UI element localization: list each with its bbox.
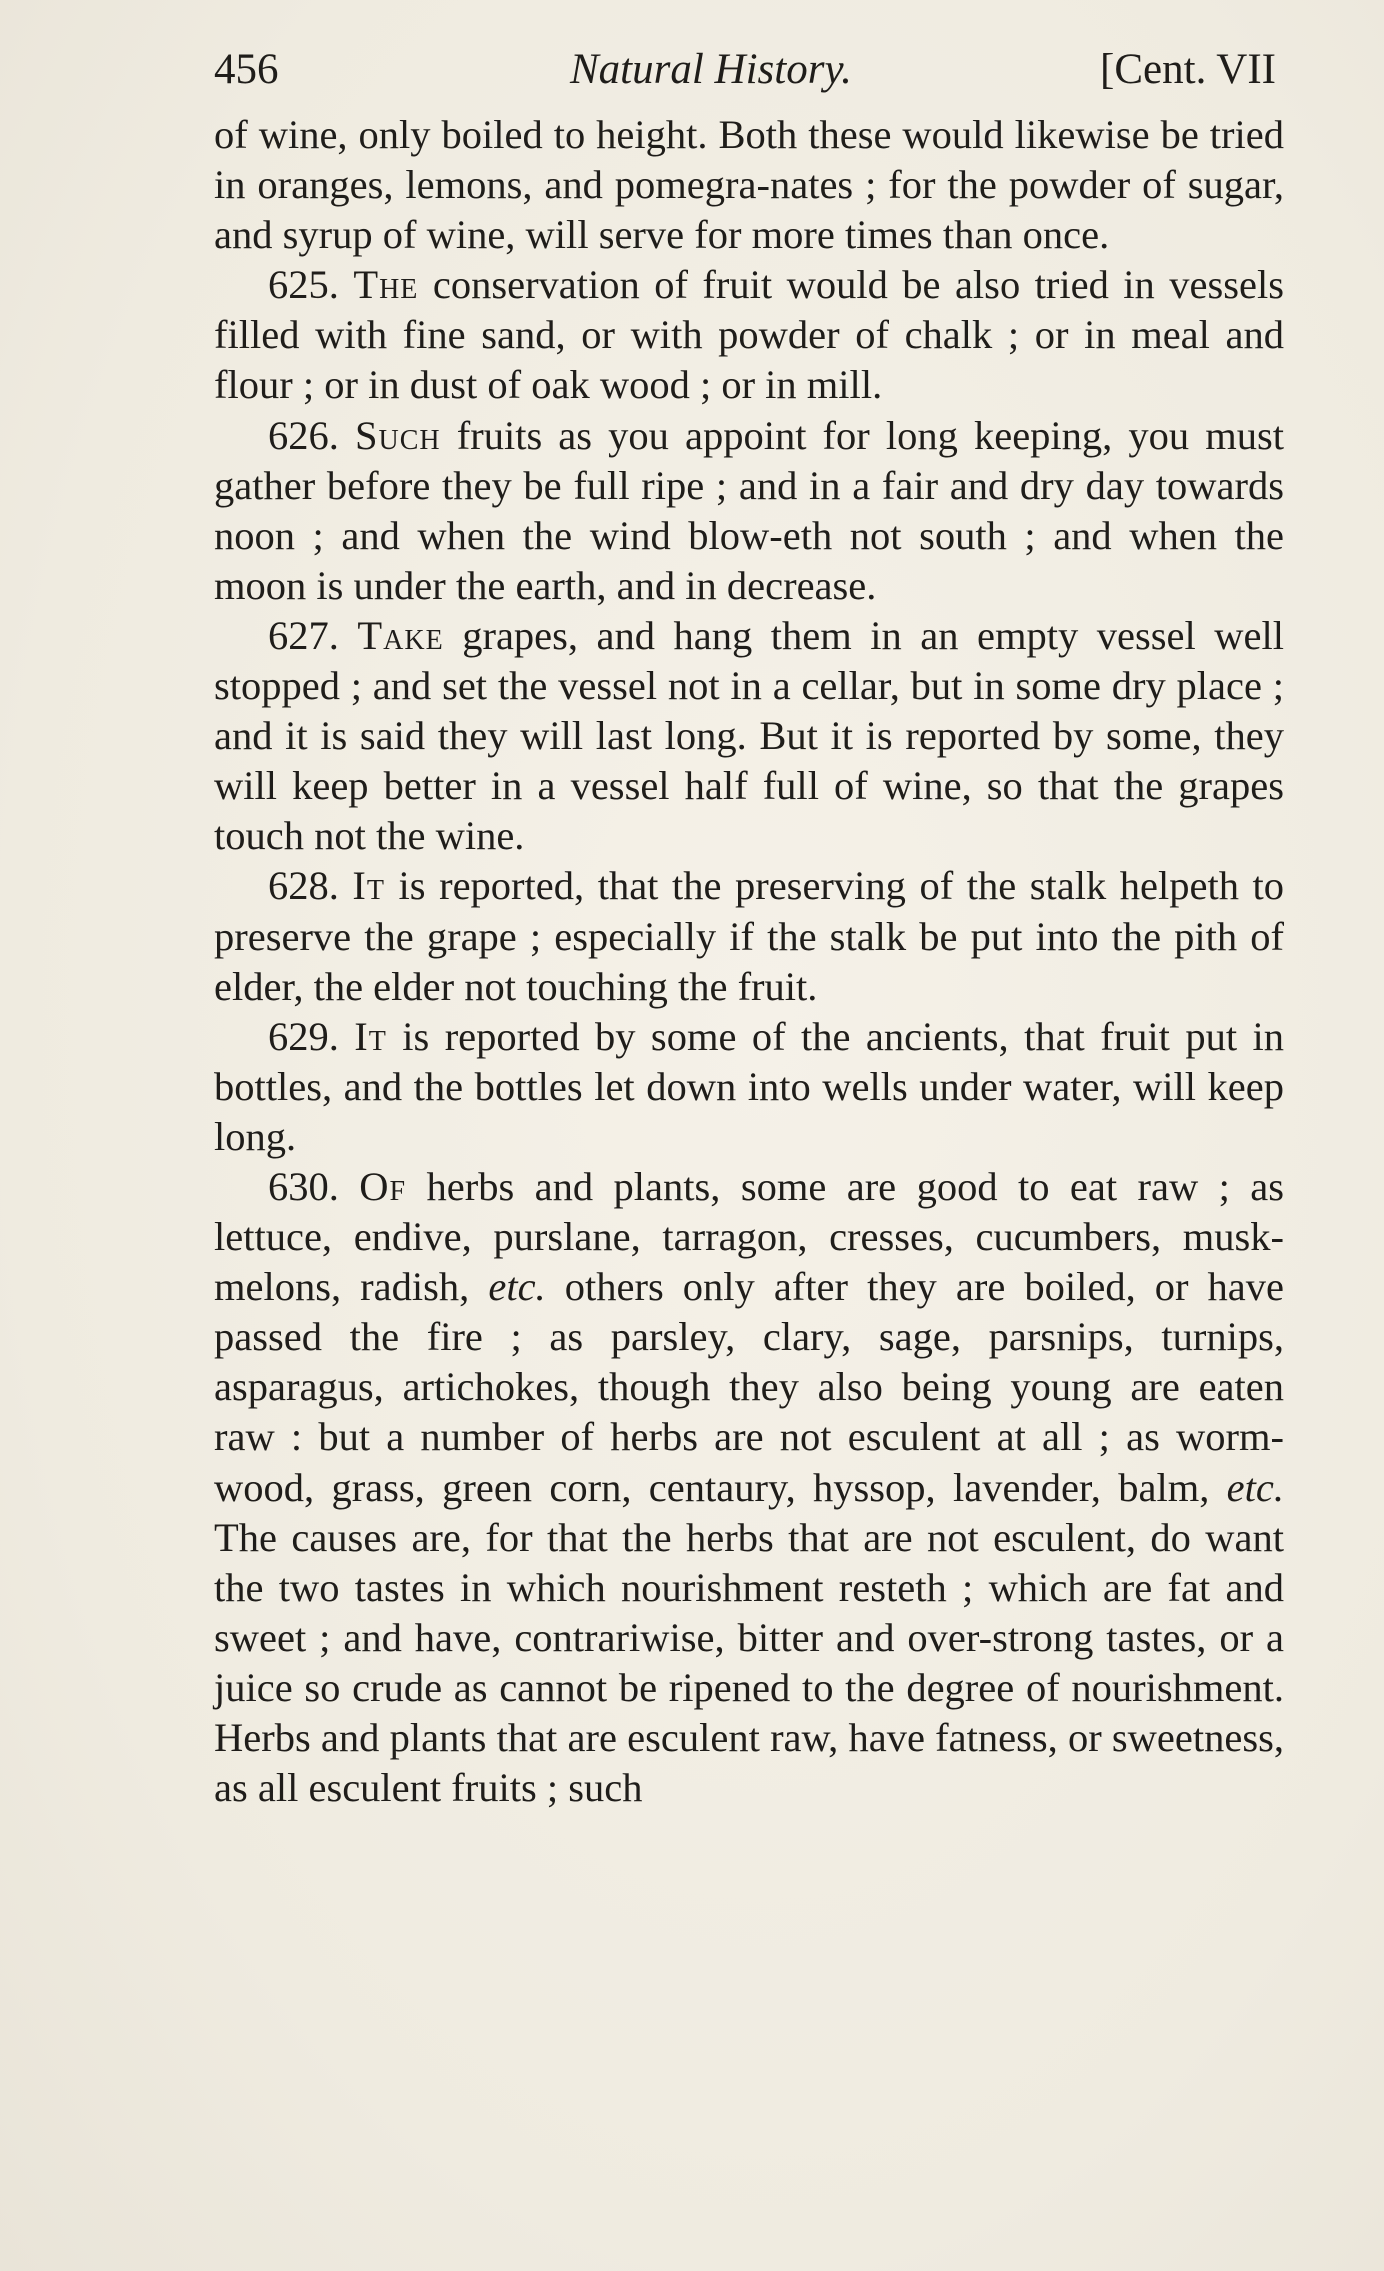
paragraph-number: 628. [268,863,339,909]
paragraph-lead: Take [357,612,444,658]
paragraph-text: of wine, only boiled to height. Both these would likewise be tried in oranges, lemons, and pomegra-nates ; for the powder of sugar, and syrup of wine, will serve for more times than once. [214,112,1284,258]
section-marker: [Cent. VII [1100,46,1276,93]
paragraph-text: is reported, that the preserving of the stalk helpeth to preserve the grape ; especially if the stalk be put into the pith of elder, the elder not touching the fruit. [214,863,1284,1009]
paragraph-lead: It [352,863,386,909]
paragraph-text: conservation of fruit would be also tried in vessels filled with fine sand, or with powder of chalk ; or in meal and flour ; or in dust of oak wood ; or in mill. [214,262,1284,408]
paragraph-text: fruits as you appoint for long keeping, you must gather before they be full ripe ; and in a fair and dry day towards noon ; and when the wind blow-eth not south ; and when the moon is under the earth, and in decrease. [214,412,1284,608]
paragraph-lead: Such [354,412,441,458]
paragraph-626 [214,411,1284,611]
paragraph-number: 630. [268,1163,339,1209]
paragraph-text: is reported by some of the ancients, that fruit put in bottles, and the bottles let down into wells under water, will keep long. [214,1013,1284,1159]
running-title: Natural History. [570,46,852,93]
paragraph-630 [214,1162,1284,1813]
etc-italic: etc. [488,1264,546,1310]
paragraph-number: 626. [268,412,339,458]
paragraph-lead: It [354,1013,387,1059]
page-number: 456 [214,46,279,93]
paragraph-number: 625. [268,262,339,308]
paragraph-lead: Of [359,1163,407,1209]
paragraph-625 [214,260,1284,410]
etc-italic: etc. [1226,1464,1284,1510]
page-body [214,110,1284,1813]
paragraph-text: grapes, and hang them in an empty vessel well stopped ; and set the vessel not in a cellar, but in some dry place ; and it is said they will last long. But it is reported by some, they will keep better in a vessel half full of wine, so that the grapes touch not the wine. [214,612,1284,859]
paragraph-number: 629. [268,1013,339,1059]
paragraph-continued [214,110,1284,260]
paragraph-628 [214,861,1284,1011]
running-header [214,28,1284,112]
paragraph-627 [214,611,1284,861]
paragraph-text: others only after they are boiled, or have passed the fire ; as parsley, clary, sage, parsnips, turnips, asparagus, artichokes, though they also being young are eaten raw : but a number of herbs are not esculent at all ; as worm-wood, grass, green corn, centaury, hyssop, lavender, balm, [214,1264,1285,1510]
paragraph-number: 627. [268,612,339,658]
paragraph-text: The causes are, for that the herbs that are not esculent, do want the two tastes in which nourishment resteth ; which are fat and sweet ; and have, contrariwise, bitter and over-strong tastes, or a juice so crude as cannot be ripened to the degree of nourishment. Herbs and plants that are esculent raw, have fatness, or sweetness, as all esculent fruits ; such [214,1514,1284,1811]
paragraph-lead: The [353,262,419,308]
paragraph-629 [214,1012,1284,1162]
paragraph-text: herbs and plants, some are good to eat raw ; as lettuce, endive, purslane, tarragon, cresses, cucumbers, musk-melons, radish, [214,1163,1285,1310]
